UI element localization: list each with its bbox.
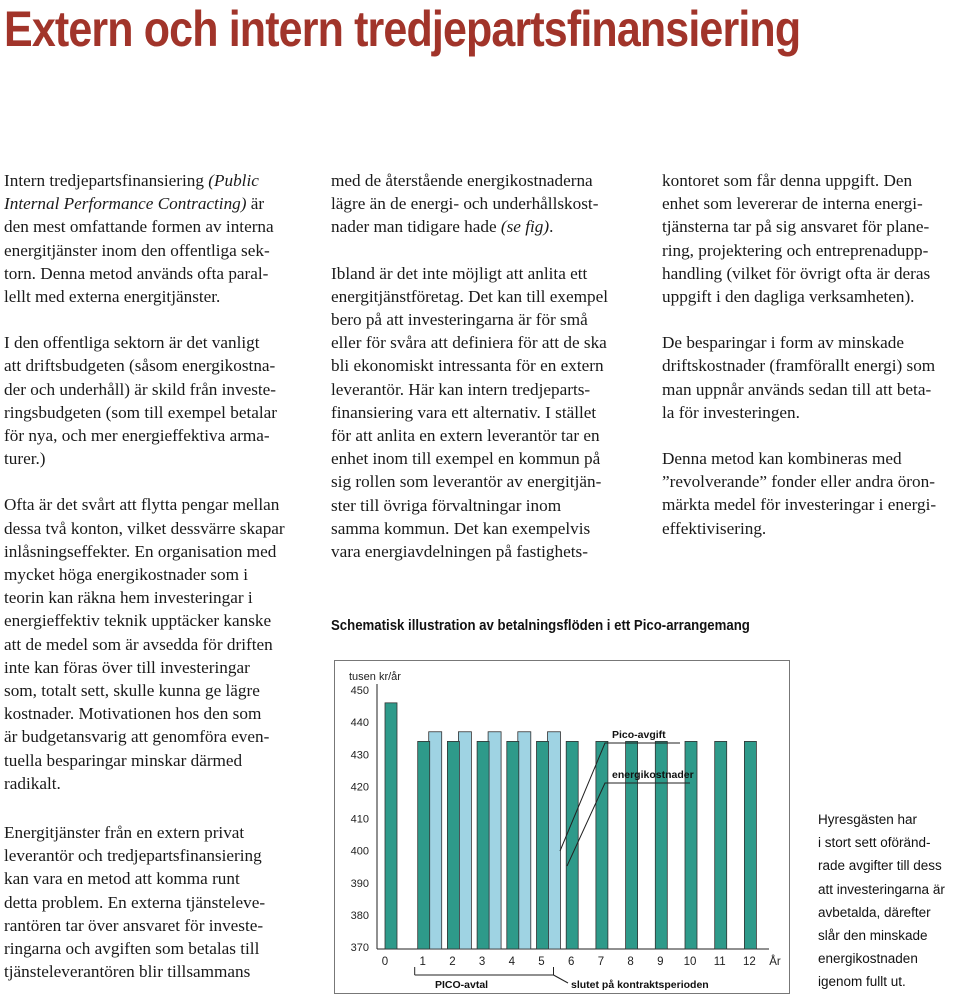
text-line: vara energiavdelningen på fastighets- <box>331 542 588 562</box>
chart-frame <box>334 660 790 994</box>
text-line: tjänsteleverantören blir tillsammans <box>4 962 251 982</box>
text-line: kostnader. Motivationen hos den som <box>4 704 262 724</box>
col3-paragraph-2 <box>662 331 960 424</box>
col1-paragraph-1 <box>4 169 304 308</box>
bar-pico-avgift <box>429 732 442 949</box>
text-line: den mest omfattande formen av interna <box>4 217 274 237</box>
x-tick-label: 7 <box>597 956 605 968</box>
text-line: man uppnår används sedan till att beta- <box>662 379 932 399</box>
x-tick-label: 0 <box>381 956 389 968</box>
col2-paragraph-2 <box>331 262 631 564</box>
text-line: bero på att investeringarna är för små <box>331 310 588 330</box>
text-line: tuella besparingar minskar därmed <box>4 750 243 770</box>
text-line: energitjänster inom den offentliga sek- <box>4 240 270 260</box>
x-tick-label: 6 <box>567 956 575 968</box>
text-line: I den offentliga sektorn är det vanligt <box>4 333 260 353</box>
text-line: tjänsterna tar på sig ansvaret för plane- <box>662 217 930 237</box>
text-line: Intern tredjepartsfinansiering (Public <box>4 171 259 190</box>
text-line: uppgift i den dagliga verksamheten). <box>662 287 915 307</box>
bar-energikostnader <box>418 741 430 949</box>
bar-pico-avgift <box>488 732 501 949</box>
column-3 <box>662 169 960 563</box>
bracket-label-pico-avtal: PICO-avtal <box>435 979 489 991</box>
bar-energikostnader <box>715 741 727 949</box>
text-line: ringarna och avgiften som betalas till <box>4 939 260 959</box>
y-tick-label: 450 <box>350 685 369 697</box>
x-tick-label: 12 <box>743 956 756 968</box>
text-line: lellt med externa energitjänster. <box>4 287 221 307</box>
text-line: Energitjänster från en extern privat <box>4 823 245 842</box>
bar-energikostnader <box>744 741 756 949</box>
page-title: Extern och intern tredjepartsfinansiering <box>4 1 801 57</box>
col1-paragraph-2 <box>4 331 304 470</box>
chart-title: Schematisk illustration av betalningsflöden i ett Pico-arrangemang <box>331 617 750 634</box>
y-tick-label: 390 <box>350 877 369 890</box>
text-line: ster till övriga förvaltningar inom <box>331 495 562 515</box>
text-line: radikalt. <box>4 773 61 793</box>
bar-energikostnader <box>385 703 397 949</box>
bar-energikostnader <box>596 741 608 949</box>
x-tick-label: 5 <box>538 956 545 968</box>
y-tick-label: 430 <box>350 749 369 762</box>
text-line: Hyresgästen har <box>818 812 918 827</box>
bar-energikostnader <box>537 741 549 949</box>
text-line: energikostnaden <box>818 951 918 967</box>
text-line: eller för svåra att definiera för att de ska <box>331 333 607 353</box>
bar-pico-avgift <box>458 732 471 949</box>
text-line: sig rollen som leverantör av energitjän- <box>331 472 602 492</box>
col1-paragraph-4 <box>4 821 304 983</box>
text-line: driftskostnader (framförallt energi) som <box>662 356 936 376</box>
text-line: ringsbudgeten (som till exempel betalar <box>4 402 278 422</box>
text-line: i stort sett oföränd- <box>818 835 931 851</box>
x-tick-label: 11 <box>713 956 726 968</box>
text-line: nader man tidigare hade (se fig). <box>331 217 554 237</box>
text-line: är budgetansvarig att genomföra even- <box>4 727 270 747</box>
x-tick-label: 1 <box>419 956 426 968</box>
text-line: att driftsbudgeten (såsom energikostna- <box>4 356 276 376</box>
text-line: finansiering vara ett alternativ. I stället <box>331 402 597 422</box>
bar-energikostnader <box>477 741 489 949</box>
annotation-pico-avgift: Pico-avgift <box>612 729 666 741</box>
text-line: enhet som levererar de interna energi- <box>662 194 923 214</box>
text-line: att de medel som är avsedda för driften <box>4 634 273 654</box>
y-tick-label: 380 <box>350 909 369 922</box>
bar-pico-avgift <box>548 732 561 949</box>
text-line: som, totalt sett, skulle kunna ge lägre <box>4 681 260 701</box>
x-tick-label: 8 <box>627 956 634 968</box>
text-line: mycket höga energikostnader som i <box>4 565 249 585</box>
text-line: slår den minskade <box>818 928 928 944</box>
bar-chart <box>335 661 789 993</box>
x-axis-label: År <box>769 956 781 968</box>
text-line: inte kan föras över till investeringar <box>4 657 250 677</box>
y-axis-label: tusen kr/år <box>349 671 401 683</box>
annotation-energikostnader: energikostnader <box>612 769 694 781</box>
text-line: bli ekonomiskt intressanta för en extern <box>331 356 604 376</box>
text-line: rade avgifter till dess <box>818 858 942 874</box>
bar-energikostnader <box>507 741 519 949</box>
x-tick-label: 10 <box>683 956 697 968</box>
x-tick-label: 9 <box>657 956 664 968</box>
column-1 <box>4 169 304 818</box>
text-line: märkta medel för investeringar i energi- <box>662 495 937 515</box>
text-line: effektivisering. <box>662 518 767 538</box>
col3-paragraph-1 <box>662 169 960 308</box>
text-line: inlåsningseffekter. En organisation med <box>4 541 277 561</box>
bar-energikostnader <box>447 741 459 949</box>
text-line: igenom fullt ut. <box>818 974 906 990</box>
text-line: detta problem. En externa tjänsteleve- <box>4 892 266 912</box>
col3-paragraph-3 <box>662 447 960 540</box>
column-1-continued <box>4 821 304 1006</box>
text-line: Ibland är det inte möjligt att anlita ett <box>331 263 588 283</box>
text-line: der och underhåll) är skild från investe- <box>4 379 277 399</box>
col2-paragraph-1 <box>331 169 631 239</box>
text-line: energitjänstföretag. Det kan till exempel <box>331 286 608 306</box>
text-line: med de återstående energikostnaderna <box>331 171 593 190</box>
text-line: turer.) <box>4 449 46 469</box>
text-line: samma kommun. Det kan exempelvis <box>331 518 591 538</box>
text-line: kan vara en metod att komma runt <box>4 869 240 889</box>
text-line: rantören tar över ansvaret för investe- <box>4 915 264 935</box>
text-line: Internal Performance Contracting) är <box>4 194 265 214</box>
text-line: Ofta är det svårt att flytta pengar mellan <box>4 495 280 515</box>
y-tick-label: 420 <box>350 781 369 794</box>
bracket-label-end: slutet på kontraktsperioden <box>571 979 709 991</box>
text-line: energieffektiv teknik upptäcker kanske <box>4 611 272 631</box>
text-line: leverantör. Här kan intern tredjeparts- <box>331 379 591 399</box>
text-line: la för investeringen. <box>662 402 800 422</box>
text-line: Denna metod kan kombineras med <box>662 449 902 469</box>
text-line: handling (vilket för övrigt ofta är deras <box>662 263 931 283</box>
text-line: ring, projektering och entreprenadupp- <box>662 240 929 260</box>
text-line: leverantör och tredjepartsfinansiering <box>4 846 262 866</box>
text-line: torn. Denna metod används ofta paral- <box>4 263 269 283</box>
column-2 <box>331 169 631 586</box>
side-note <box>818 808 945 994</box>
y-tick-label: 370 <box>350 942 369 954</box>
text-line: för nya, och mer energieffektiva arma- <box>4 426 270 446</box>
y-tick-label: 400 <box>350 845 369 858</box>
y-tick-label: 440 <box>350 717 369 730</box>
x-tick-label: 3 <box>478 956 486 968</box>
text-line: avbetalda, därefter <box>818 904 931 920</box>
text-line: för att anlita en extern leverantör tar en <box>331 426 600 446</box>
col1-paragraph-3 <box>4 493 304 795</box>
text-line: lägre än de energi- och underhållskost- <box>331 194 599 214</box>
text-line: De besparingar i form av minskade <box>662 333 904 353</box>
x-tick-label: 2 <box>449 956 456 968</box>
y-tick-label: 410 <box>350 813 369 826</box>
text-line: dessa två konton, vilket dessvärre skapar <box>4 518 285 538</box>
bracket-pointer <box>554 975 569 983</box>
text-line: att investeringarna är <box>818 881 945 897</box>
text-line: ”revolverande” fonder eller andra öron- <box>662 472 935 492</box>
x-tick-label: 4 <box>508 956 516 968</box>
text-line: enhet inom till exempel en kommun på <box>331 449 601 469</box>
text-line: kontoret som får denna uppgift. Den <box>662 171 913 190</box>
text-line: teorin kan räkna hem investeringar i <box>4 588 253 608</box>
bar-pico-avgift <box>518 732 531 949</box>
